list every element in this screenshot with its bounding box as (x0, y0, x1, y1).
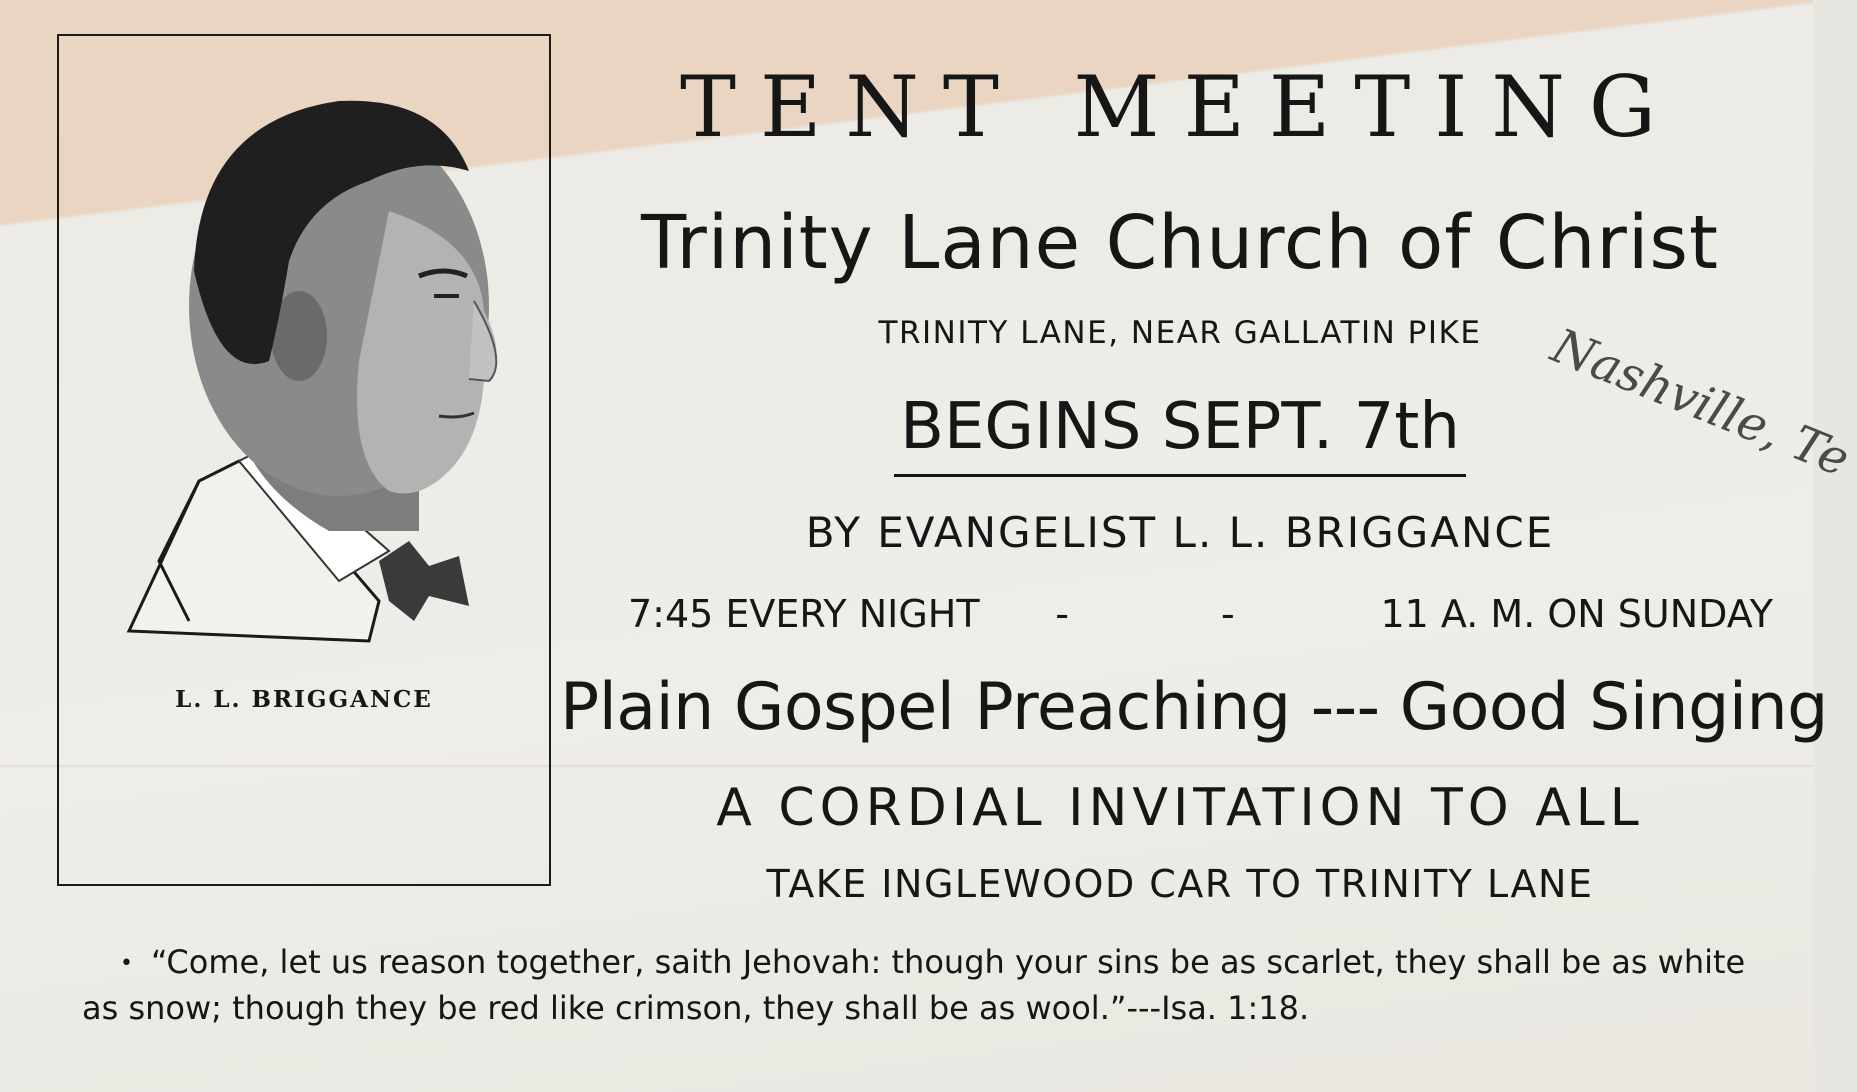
page-title: TENT MEETING (679, 58, 1681, 156)
portrait-photo (89, 61, 529, 641)
photo-caption: L. L. BRIGGANCE (175, 686, 433, 713)
photo-frame (57, 34, 551, 886)
begin-date (560, 390, 1800, 477)
church-name: Trinity Lane Church of Christ (641, 200, 1719, 286)
schedule-line (628, 592, 1773, 636)
handwritten-note: Nashville, Te (1544, 318, 1857, 488)
begin-date-text: BEGINS SEPT. 7th (894, 390, 1466, 477)
time-separator: - - (1055, 592, 1305, 636)
church-location: TRINITY LANE, NEAR GALLATIN PIKE (878, 315, 1482, 351)
invitation-line: A CORDIAL INVITATION TO ALL (716, 778, 1644, 838)
bullet-icon: • (120, 951, 133, 976)
directions-line: TAKE INGLEWOOD CAR TO TRINITY LANE (766, 862, 1594, 906)
scripture-quote (82, 940, 1782, 1030)
time-sunday: 11 A. M. ON SUNDAY (1380, 592, 1773, 636)
evangelist-line: BY EVANGELIST L. L. BRIGGANCE (805, 508, 1555, 557)
time-night: 7:45 EVERY NIGHT (628, 592, 980, 636)
motto-line: Plain Gospel Preaching --- Good Singing (560, 670, 1828, 745)
scripture-text: “Come, let us reason together, saith Jehovah: though your sins be as scarlet, they shall be as white as snow; though they be red like crimson, they shall be as wool.”---Isa. 1:18. (82, 943, 1746, 1027)
